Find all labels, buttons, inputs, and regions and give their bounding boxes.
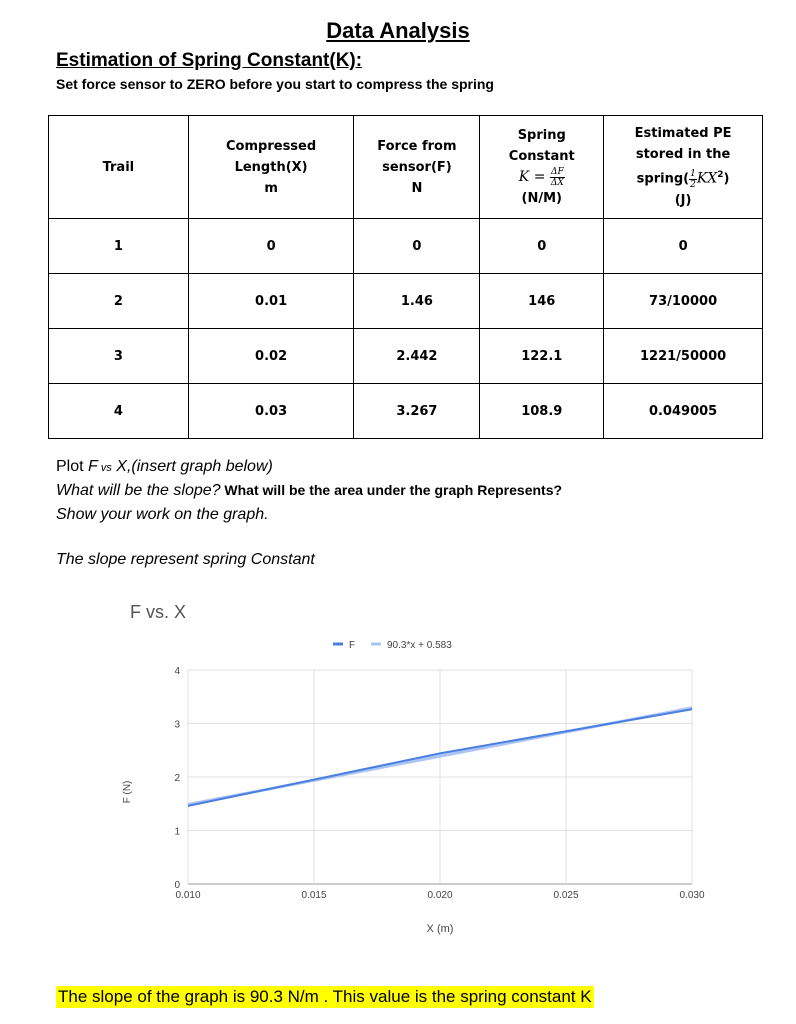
y-tick-label: 2 <box>174 773 180 784</box>
cell-trail: 4 <box>49 384 189 439</box>
answer-text: The slope represent spring Constant <box>56 551 315 568</box>
y-tick-label: 4 <box>174 666 180 677</box>
cell-force: 0 <box>354 219 480 274</box>
x-tick-label: 0.010 <box>175 890 201 901</box>
cell-k: 122.1 <box>480 329 604 384</box>
cell-force: 2.442 <box>354 329 480 384</box>
table-row <box>49 219 763 274</box>
conclusion-highlight: The slope of the graph is 90.3 N/m . This value is the spring constant K <box>58 987 592 1006</box>
x-tick-label: 0.025 <box>553 890 579 901</box>
cell-trail: 1 <box>49 219 189 274</box>
cell-length: 0.02 <box>188 329 354 384</box>
table-row <box>49 329 763 384</box>
y-tick-label: 1 <box>174 826 180 838</box>
header-estimated-pe: Estimated PE stored in the spring( $\frac{1}{2}$ $KX^2$) (J) <box>604 116 763 219</box>
instruction-text: Set force sensor to ZERO before you start to compress the spring <box>56 76 494 92</box>
f-vs-x-chart <box>0 620 796 1000</box>
header-trail: Trail <box>49 116 189 219</box>
plot-instruction: Plot F vs X,(insert graph below) <box>56 458 273 475</box>
cell-trail: 2 <box>49 274 189 329</box>
legend-label: F <box>349 640 356 651</box>
half-fraction: $\frac{1}{2}$ <box>690 168 696 190</box>
show-work-text: Show your work on the graph. <box>56 506 269 523</box>
chart-title: F vs. X <box>130 602 187 622</box>
cell-k: 108.9 <box>480 384 604 439</box>
cell-force: 3.267 <box>354 384 480 439</box>
cell-pe: 73/10000 <box>604 274 763 329</box>
y-tick-label: 3 <box>174 719 180 731</box>
y-axis-label: F (N) <box>122 780 133 804</box>
slope-question: What will be the slope? What will be the area under the graph Represents? <box>56 482 563 499</box>
cell-k: 0 <box>480 219 604 274</box>
cell-pe: 0 <box>604 219 763 274</box>
cell-length: 0.01 <box>188 274 354 329</box>
cell-force: 1.46 <box>354 274 480 329</box>
page-title: Data Analysis <box>326 18 470 43</box>
x-tick-label: 0.015 <box>301 890 327 901</box>
x-tick-label: 0.020 <box>427 890 453 901</box>
cell-pe: 1221/50000 <box>604 329 763 384</box>
table-header-row <box>49 116 763 219</box>
legend-label: 90.3*x + 0.583 <box>387 640 452 651</box>
table-row <box>49 274 763 329</box>
data-table <box>48 115 763 439</box>
cell-trail: 3 <box>49 329 189 384</box>
cell-k: 146 <box>480 274 604 329</box>
table-row <box>49 384 763 439</box>
cell-length: 0.03 <box>188 384 354 439</box>
header-force: Force from sensor(F) N <box>354 116 480 219</box>
cell-length: 0 <box>188 219 354 274</box>
x-tick-label: 0.030 <box>679 890 705 901</box>
x-axis-label: X (m) <box>426 923 454 935</box>
y-tick-label: 0 <box>174 880 180 891</box>
delta-fraction: $\frac{\Delta F}{\Delta X}$ <box>550 167 564 188</box>
header-spring-constant: Spring Constant K = $\frac{\Delta F}{\Delta X}$ (N/M) <box>480 116 604 219</box>
header-length: Compressed Length(X) m <box>188 116 354 219</box>
cell-pe: 0.049005 <box>604 384 763 439</box>
section-subtitle: Estimation of Spring Constant(K): <box>56 50 363 71</box>
